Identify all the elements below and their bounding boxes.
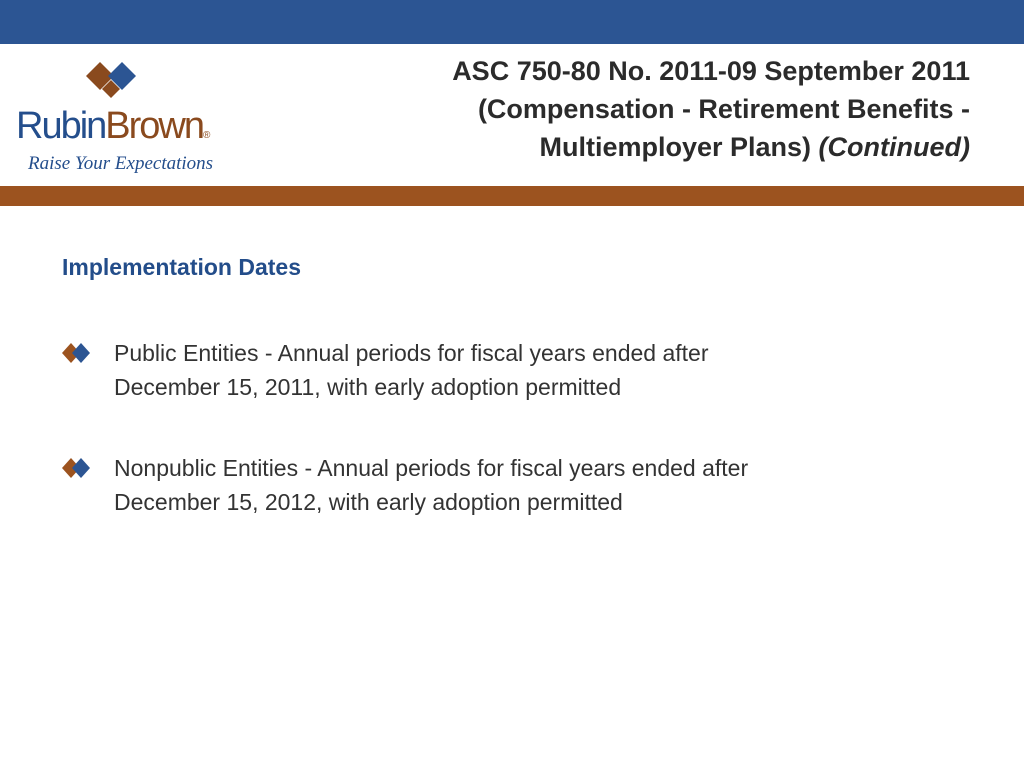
- slide-title-line-2: (Compensation - Retirement Benefits -: [477, 94, 970, 124]
- header-top-bar: [0, 0, 1024, 44]
- bullet-text-2: [114, 451, 964, 519]
- diamond-bullet-icon: [60, 342, 92, 364]
- slide-title-line-1: ASC 750-80 No. 2011-09 September 2011: [452, 56, 970, 86]
- diamond-logo-mark-icon: [82, 58, 146, 102]
- bullet-text-2-line-2: December 15, 2012, with early adoption permitted: [114, 489, 623, 515]
- logo-wordmark-rubin: Rubin: [16, 105, 106, 147]
- bullet-text-2-line-1: Nonpublic Entities - Annual periods for fiscal years ended after: [114, 455, 749, 481]
- logo-tagline: Raise Your Expectations: [28, 153, 214, 174]
- slide-title-line-3-main: Multiemployer Plans): [539, 132, 812, 162]
- header-accent-rule: [0, 186, 1024, 206]
- slide-title: [290, 52, 970, 166]
- logo-trademark: ®: [203, 130, 211, 141]
- slide-title-line-3: [290, 128, 970, 166]
- logo-wordmark-brown: Brown: [105, 105, 204, 147]
- logo-wordmark: [16, 104, 210, 148]
- bullet-text-1-line-2: December 15, 2011, with early adoption permitted: [114, 374, 622, 400]
- rubinbrown-logo: [16, 58, 242, 180]
- slide-title-continued: (Continued): [818, 132, 970, 162]
- section-heading: Implementation Dates: [62, 254, 301, 280]
- bullet-text-1-line-1: Public Entities - Annual periods for fiscal years ended after: [114, 340, 709, 366]
- bullet-text-1: [114, 336, 964, 404]
- diamond-bullet-icon: [60, 457, 92, 479]
